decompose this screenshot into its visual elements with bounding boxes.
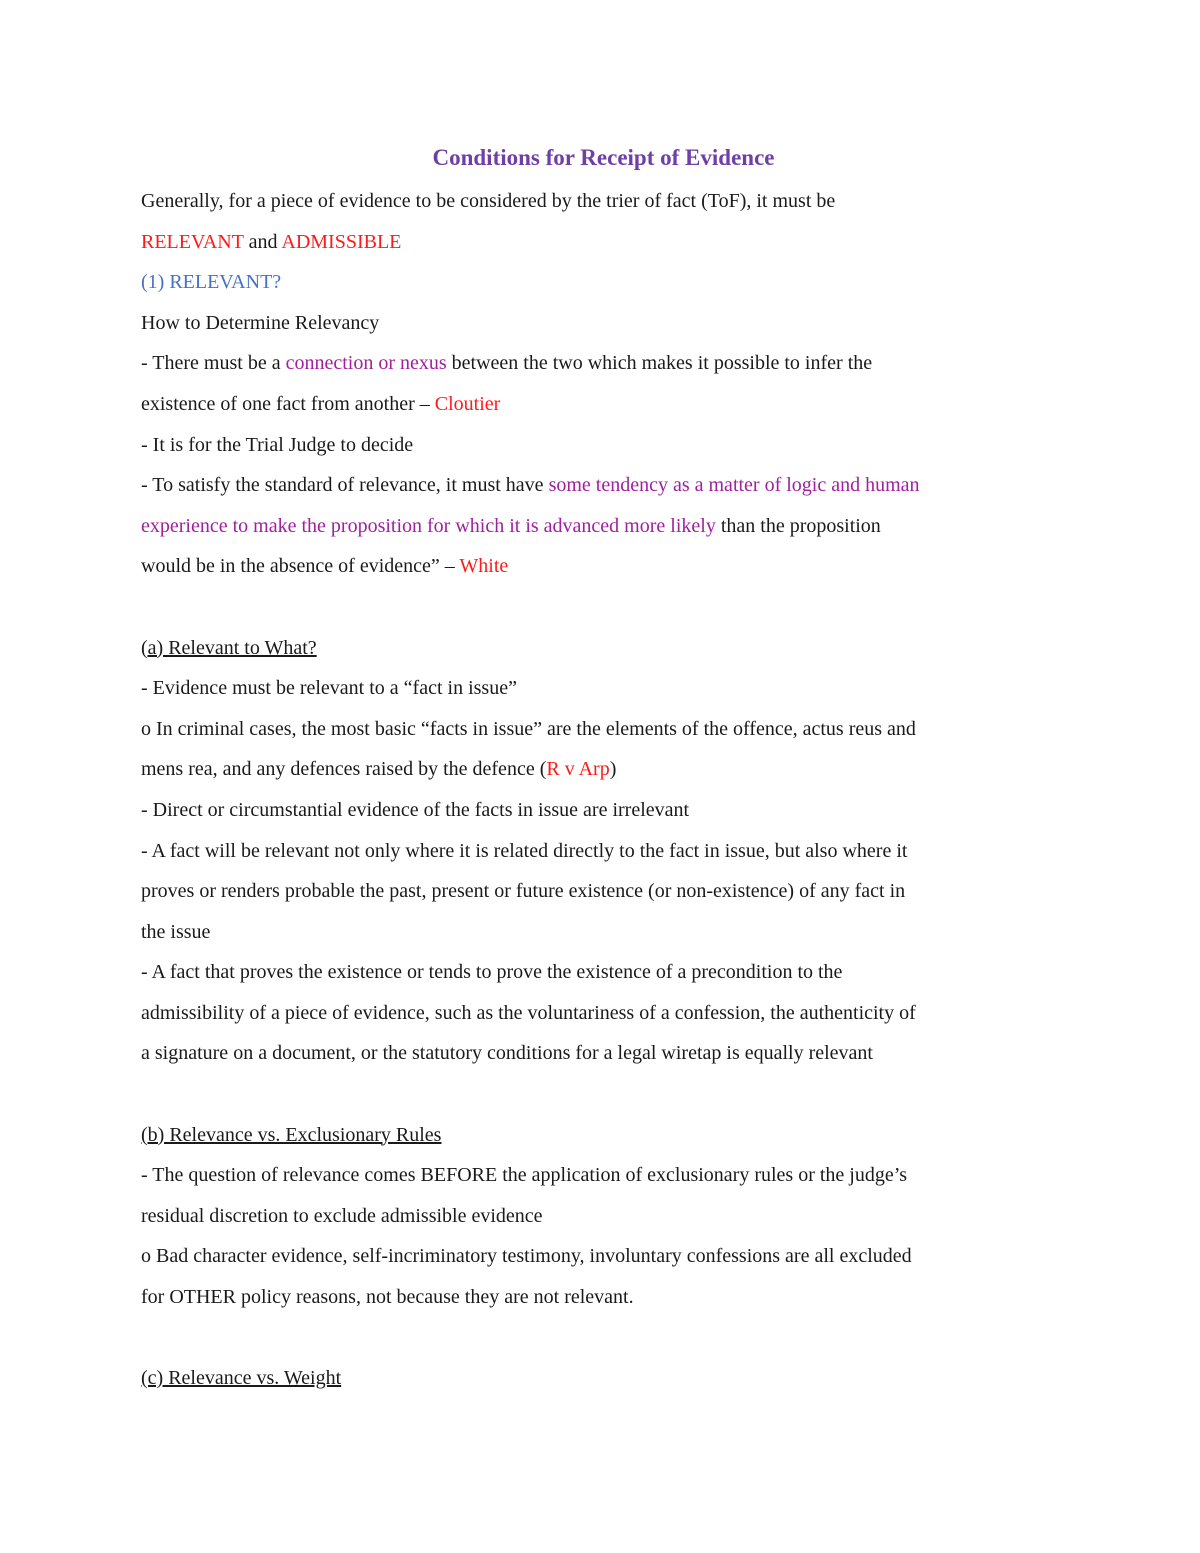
spacer: [141, 587, 1066, 628]
list-item: o Bad character evidence, self-incriminatory testimony, involuntary confessions are all excluded: [141, 1245, 912, 1268]
text-span: - To satisfy the standard of relevance, it must have: [141, 474, 549, 497]
and-connector: and: [243, 230, 282, 253]
page-title: Conditions for Receipt of Evidence: [432, 145, 775, 170]
paragraph-nexus-cont: [141, 384, 1066, 425]
subsection-heading-a: (a) Relevant to What?: [141, 636, 317, 659]
list-item: [141, 749, 1066, 790]
subsection-heading-c: (c) Relevance vs. Weight: [141, 1367, 342, 1390]
list-item: - Evidence must be relevant to a “fact in issue”: [141, 677, 517, 700]
admissible-term: ADMISSIBLE: [281, 230, 402, 253]
paragraph-nexus: [141, 343, 1066, 384]
intro-requirements: [141, 222, 1066, 263]
standard-highlight-2: experience to make the proposition for which it is advanced more likely: [141, 514, 716, 537]
list-item: - A fact that proves the existence or tends to prove the existence of a precondition to the: [141, 961, 843, 984]
nexus-highlight: connection or nexus: [285, 352, 447, 375]
text-span: ): [609, 758, 617, 781]
subsection-heading-b: (b) Relevance vs. Exclusionary Rules: [141, 1123, 442, 1146]
text-span: mens rea, and any defences raised by the defence (: [141, 758, 547, 781]
spacer: [141, 1074, 1066, 1115]
case-cloutier: Cloutier: [434, 392, 501, 415]
list-item: a signature on a document, or the statutory conditions for a legal wiretap is equally relevant: [141, 1042, 873, 1065]
list-item: proves or renders probable the past, present or future existence (or non-existence) of any fact in: [141, 880, 906, 903]
list-item: - Direct or circumstantial evidence of the facts in issue are irrelevant: [141, 798, 690, 821]
text-span: - There must be a: [141, 352, 286, 375]
section-heading-relevant: (1) RELEVANT?: [141, 271, 282, 294]
spacer: [141, 1318, 1066, 1359]
determine-heading: How to Determine Relevancy: [141, 311, 380, 334]
list-item: - The question of relevance comes BEFORE the application of exclusionary rules or the judge’s: [141, 1164, 908, 1187]
text-span: between the two which makes it possible to infer the: [446, 352, 873, 375]
paragraph-standard: [141, 465, 1066, 506]
list-item: o In criminal cases, the most basic “facts in issue” are the elements of the offence, actus reus and: [141, 717, 916, 740]
list-item: - A fact will be relevant not only where it is related directly to the fact in issue, but also where it: [141, 839, 908, 862]
text-span: than the proposition: [715, 514, 881, 537]
list-item: for OTHER policy reasons, not because they are not relevant.: [141, 1286, 634, 1309]
intro-line: Generally, for a piece of evidence to be considered by the trier of fact (ToF), it must be: [141, 190, 836, 212]
case-r-v-arp: R v Arp: [546, 758, 610, 781]
case-white: White: [459, 555, 509, 578]
text-span: existence of one fact from another –: [141, 392, 435, 415]
list-item: the issue: [141, 920, 211, 943]
paragraph-trial-judge: - It is for the Trial Judge to decide: [141, 433, 414, 456]
paragraph-standard-cont: [141, 506, 1066, 547]
document-body: [141, 138, 1066, 1399]
relevant-term: RELEVANT: [141, 230, 244, 253]
standard-highlight-1: some tendency as a matter of logic and human: [548, 474, 920, 497]
list-item: admissibility of a piece of evidence, such as the voluntariness of a confession, the authenticity of: [141, 1001, 916, 1024]
list-item: residual discretion to exclude admissible evidence: [141, 1204, 543, 1227]
paragraph-standard-end: [141, 546, 1066, 587]
text-span: would be in the absence of evidence” –: [141, 555, 460, 578]
